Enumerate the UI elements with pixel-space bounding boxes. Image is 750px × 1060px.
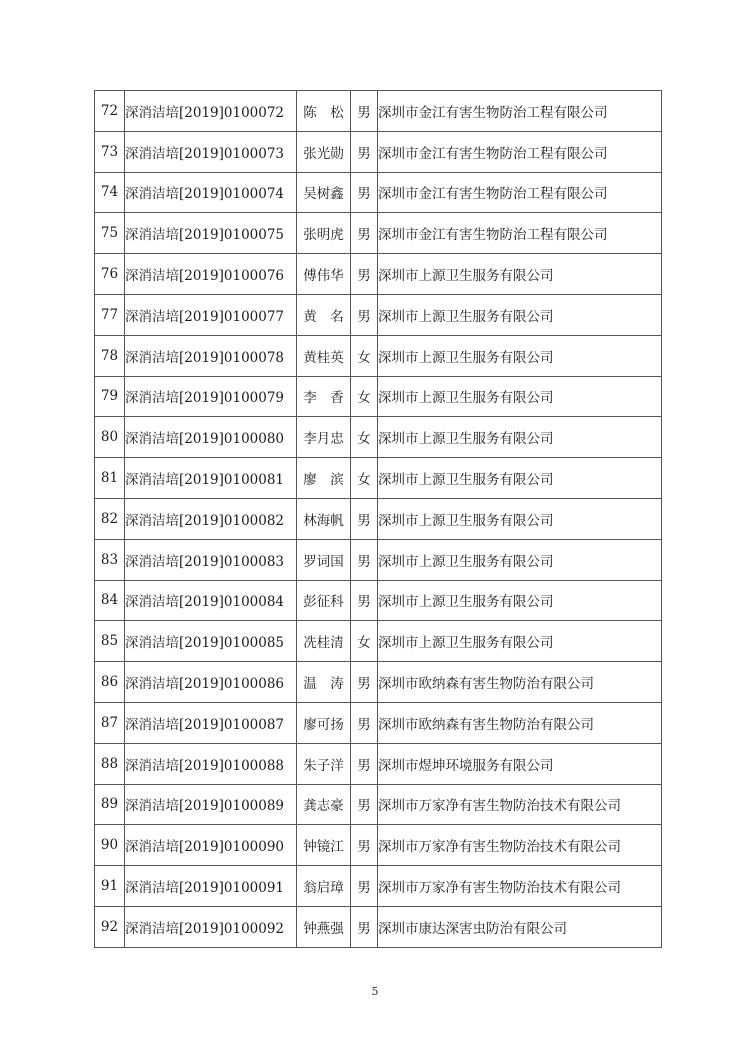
trainee-gender: 女 <box>351 458 378 499</box>
trainee-name: 吴树鑫 <box>297 172 351 213</box>
trainee-gender: 男 <box>351 825 378 866</box>
trainee-gender: 女 <box>351 335 378 376</box>
certificate-number: 深消洁培[2019]0100073 <box>125 131 297 172</box>
employer-company: 深圳市上源卫生服务有限公司 <box>378 580 662 621</box>
trainee-name: 翁启璋 <box>297 866 351 907</box>
employer-company: 深圳市上源卫生服务有限公司 <box>378 621 662 662</box>
employer-company: 深圳市万家净有害生物防治技术有限公司 <box>378 825 662 866</box>
certificate-number: 深消洁培[2019]0100081 <box>125 458 297 499</box>
table-row <box>95 662 662 703</box>
trainee-name: 龚志豪 <box>297 784 351 825</box>
certificate-number: 深消洁培[2019]0100078 <box>125 335 297 376</box>
roster-body <box>95 91 662 948</box>
table-row <box>95 294 662 335</box>
trainee-name: 陈 松 <box>297 91 351 132</box>
table-row <box>95 498 662 539</box>
trainee-name: 张光勋 <box>297 131 351 172</box>
table-row <box>95 376 662 417</box>
certificate-number: 深消洁培[2019]0100086 <box>125 662 297 703</box>
certificate-number: 深消洁培[2019]0100083 <box>125 539 297 580</box>
trainee-gender: 女 <box>351 621 378 662</box>
employer-company: 深圳市康达深害虫防治有限公司 <box>378 906 662 947</box>
trainee-name: 冼桂清 <box>297 621 351 662</box>
trainee-gender: 男 <box>351 662 378 703</box>
employer-company: 深圳市煜坤环境服务有限公司 <box>378 743 662 784</box>
employer-company: 深圳市上源卫生服务有限公司 <box>378 539 662 580</box>
certificate-number: 深消洁培[2019]0100076 <box>125 254 297 295</box>
trainee-gender: 男 <box>351 294 378 335</box>
employer-company: 深圳市金江有害生物防治工程有限公司 <box>378 91 662 132</box>
table-row <box>95 866 662 907</box>
trainee-roster-table <box>94 90 662 948</box>
trainee-name: 李 香 <box>297 376 351 417</box>
page-number: 5 <box>371 985 379 998</box>
employer-company: 深圳市上源卫生服务有限公司 <box>378 376 662 417</box>
trainee-gender: 男 <box>351 539 378 580</box>
employer-company: 深圳市上源卫生服务有限公司 <box>378 294 662 335</box>
row-number: 87 <box>95 702 125 743</box>
row-number: 80 <box>95 417 125 458</box>
employer-company: 深圳市上源卫生服务有限公司 <box>378 254 662 295</box>
employer-company: 深圳市上源卫生服务有限公司 <box>378 498 662 539</box>
table-row <box>95 417 662 458</box>
row-number: 79 <box>95 376 125 417</box>
certificate-number: 深消洁培[2019]0100082 <box>125 498 297 539</box>
certificate-number: 深消洁培[2019]0100089 <box>125 784 297 825</box>
trainee-name: 钟镜江 <box>297 825 351 866</box>
row-number: 84 <box>95 580 125 621</box>
certificate-number: 深消洁培[2019]0100074 <box>125 172 297 213</box>
row-number: 82 <box>95 498 125 539</box>
table-row <box>95 621 662 662</box>
employer-company: 深圳市万家净有害生物防治技术有限公司 <box>378 866 662 907</box>
employer-company: 深圳市金江有害生物防治工程有限公司 <box>378 172 662 213</box>
table-row <box>95 254 662 295</box>
trainee-name: 黄桂英 <box>297 335 351 376</box>
row-number: 75 <box>95 213 125 254</box>
trainee-gender: 男 <box>351 131 378 172</box>
trainee-name: 罗词国 <box>297 539 351 580</box>
trainee-gender: 女 <box>351 417 378 458</box>
employer-company: 深圳市上源卫生服务有限公司 <box>378 458 662 499</box>
certificate-number: 深消洁培[2019]0100075 <box>125 213 297 254</box>
certificate-number: 深消洁培[2019]0100088 <box>125 743 297 784</box>
trainee-name: 朱子洋 <box>297 743 351 784</box>
certificate-number: 深消洁培[2019]0100077 <box>125 294 297 335</box>
employer-company: 深圳市金江有害生物防治工程有限公司 <box>378 131 662 172</box>
table-row <box>95 131 662 172</box>
table-row <box>95 539 662 580</box>
row-number: 73 <box>95 131 125 172</box>
trainee-gender: 女 <box>351 376 378 417</box>
row-number: 88 <box>95 743 125 784</box>
row-number: 90 <box>95 825 125 866</box>
table-row <box>95 458 662 499</box>
certificate-number: 深消洁培[2019]0100072 <box>125 91 297 132</box>
table-row <box>95 91 662 132</box>
trainee-gender: 男 <box>351 172 378 213</box>
trainee-name: 黄 名 <box>297 294 351 335</box>
row-number: 81 <box>95 458 125 499</box>
row-number: 85 <box>95 621 125 662</box>
row-number: 92 <box>95 906 125 947</box>
table-row <box>95 335 662 376</box>
row-number: 72 <box>95 91 125 132</box>
certificate-number: 深消洁培[2019]0100084 <box>125 580 297 621</box>
row-number: 89 <box>95 784 125 825</box>
table-row <box>95 702 662 743</box>
trainee-gender: 男 <box>351 866 378 907</box>
trainee-name: 李月忠 <box>297 417 351 458</box>
trainee-gender: 男 <box>351 498 378 539</box>
certificate-number: 深消洁培[2019]0100087 <box>125 702 297 743</box>
trainee-gender: 男 <box>351 580 378 621</box>
employer-company: 深圳市欧纳森有害生物防治有限公司 <box>378 662 662 703</box>
row-number: 86 <box>95 662 125 703</box>
trainee-name: 廖 滨 <box>297 458 351 499</box>
employer-company: 深圳市上源卫生服务有限公司 <box>378 417 662 458</box>
trainee-gender: 男 <box>351 213 378 254</box>
row-number: 91 <box>95 866 125 907</box>
row-number: 83 <box>95 539 125 580</box>
trainee-name: 廖可扬 <box>297 702 351 743</box>
certificate-number: 深消洁培[2019]0100092 <box>125 906 297 947</box>
trainee-name: 张明虎 <box>297 213 351 254</box>
trainee-name: 傅伟华 <box>297 254 351 295</box>
row-number: 77 <box>95 294 125 335</box>
trainee-name: 彭征科 <box>297 580 351 621</box>
employer-company: 深圳市万家净有害生物防治技术有限公司 <box>378 784 662 825</box>
table-row <box>95 172 662 213</box>
employer-company: 深圳市上源卫生服务有限公司 <box>378 335 662 376</box>
certificate-number: 深消洁培[2019]0100090 <box>125 825 297 866</box>
employer-company: 深圳市欧纳森有害生物防治有限公司 <box>378 702 662 743</box>
table-row <box>95 213 662 254</box>
row-number: 78 <box>95 335 125 376</box>
trainee-name: 温 涛 <box>297 662 351 703</box>
trainee-gender: 男 <box>351 254 378 295</box>
employer-company: 深圳市金江有害生物防治工程有限公司 <box>378 213 662 254</box>
trainee-name: 林海帆 <box>297 498 351 539</box>
row-number: 74 <box>95 172 125 213</box>
certificate-number: 深消洁培[2019]0100080 <box>125 417 297 458</box>
trainee-gender: 男 <box>351 91 378 132</box>
table-row <box>95 906 662 947</box>
row-number: 76 <box>95 254 125 295</box>
certificate-number: 深消洁培[2019]0100091 <box>125 866 297 907</box>
table-row <box>95 743 662 784</box>
certificate-number: 深消洁培[2019]0100085 <box>125 621 297 662</box>
trainee-name: 钟燕强 <box>297 906 351 947</box>
trainee-gender: 男 <box>351 702 378 743</box>
trainee-gender: 男 <box>351 906 378 947</box>
certificate-number: 深消洁培[2019]0100079 <box>125 376 297 417</box>
table-row <box>95 825 662 866</box>
trainee-gender: 男 <box>351 743 378 784</box>
table-row <box>95 580 662 621</box>
table-row <box>95 784 662 825</box>
trainee-gender: 男 <box>351 784 378 825</box>
